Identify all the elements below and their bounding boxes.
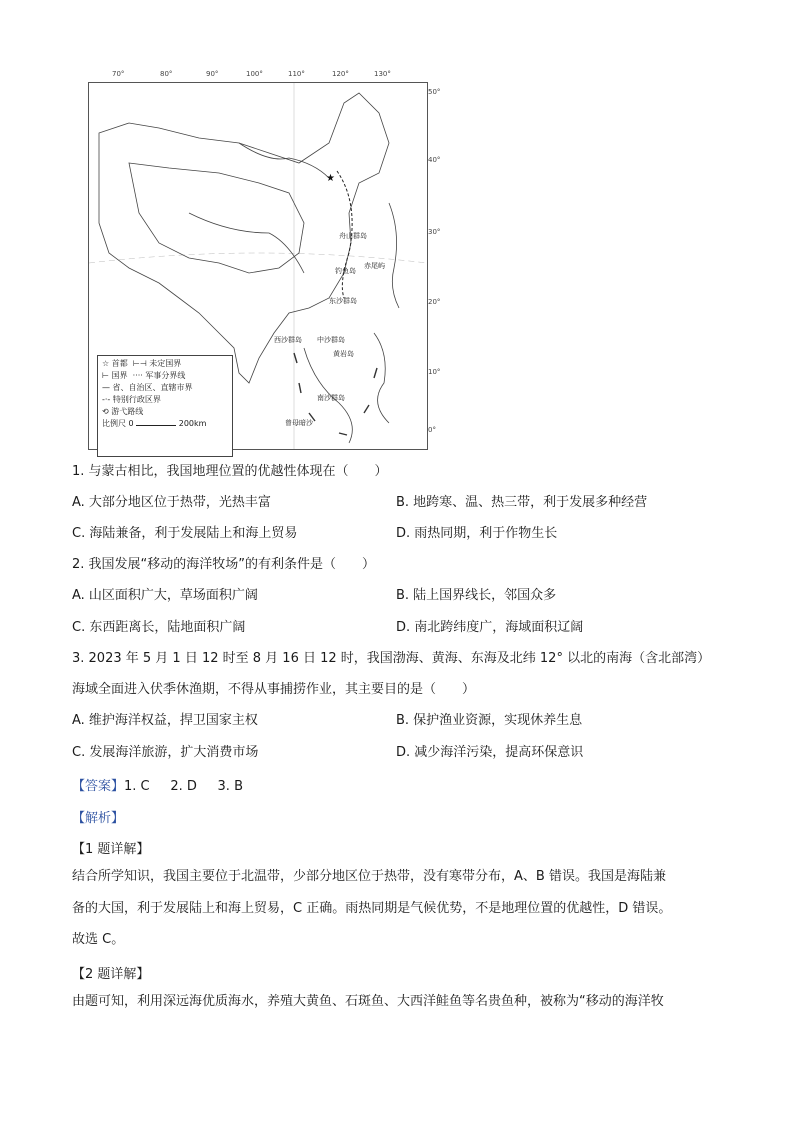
place-label: 舟山群岛 bbox=[339, 232, 367, 240]
lat-label: 30° bbox=[428, 228, 441, 236]
detail-1-line1: 结合所学知识，我国主要位于北温带，少部分地区位于热带，没有寒带分布，A、B 错误。我国是海陆兼 bbox=[72, 869, 666, 884]
q1-option-c: C. 海陆兼备，利于发展陆上和海上贸易 bbox=[72, 526, 298, 541]
answer-3: 3. B bbox=[217, 779, 243, 794]
detail-1-line3: 故选 C。 bbox=[72, 932, 125, 947]
place-label: 钓鱼岛 bbox=[335, 267, 356, 275]
lon-label: 100° bbox=[246, 70, 263, 78]
lon-label: 80° bbox=[160, 70, 173, 78]
place-label: 黄岩岛 bbox=[333, 350, 354, 358]
place-label: 中沙群岛 bbox=[317, 336, 345, 344]
q3-option-a: A. 维护海洋权益，捍卫国家主权 bbox=[72, 713, 258, 728]
map-figure bbox=[88, 70, 443, 450]
lat-label: 10° bbox=[428, 368, 441, 376]
detail-1-line2: 备的大国，利于发展陆上和海上贸易，C 正确。雨热同期是气候优势，不是地理位置的优越性，D 错误。 bbox=[72, 901, 672, 916]
place-label: 西沙群岛 bbox=[274, 336, 302, 344]
q3-option-b: B. 保护渔业资源，实现休养生息 bbox=[396, 713, 583, 728]
q3-option-d: D. 减少海洋污染，提高环保意识 bbox=[396, 745, 584, 760]
svg-text:★: ★ bbox=[326, 173, 335, 184]
star-icon: ☆ bbox=[102, 359, 110, 368]
scale-bar bbox=[136, 425, 176, 426]
question-1-stem: 1. 与蒙古相比，我国地理位置的优越性体现在（ ） bbox=[72, 464, 388, 479]
sar-border-icon: -·- bbox=[102, 395, 111, 404]
place-label: 东沙群岛 bbox=[329, 297, 357, 305]
q3-option-c: C. 发展海洋旅游，扩大消费市场 bbox=[72, 745, 259, 760]
q2-option-d: D. 南北跨纬度广，海域面积辽阔 bbox=[396, 620, 584, 635]
undefined-border-icon: ⊢⊣ bbox=[132, 359, 147, 368]
q2-option-b: B. 陆上国界线长，邻国众多 bbox=[396, 588, 557, 603]
detail-2-line1: 由题可知，利用深远海优质海水，养殖大黄鱼、石斑鱼、大西洋鲑鱼等名贵鱼种，被称为“移动的海洋牧 bbox=[72, 994, 664, 1009]
route-icon: ⟲ bbox=[102, 407, 109, 416]
lon-label: 110° bbox=[288, 70, 305, 78]
province-border-icon: — bbox=[102, 383, 110, 392]
question-3-stem-line2: 海域全面进入伏季休渔期，不得从事捕捞作业，其主要目的是（ ） bbox=[72, 682, 476, 697]
place-label: 赤尾屿 bbox=[364, 262, 385, 270]
answer-line bbox=[72, 775, 243, 794]
q2-option-c: C. 东西距离长，陆地面积广阔 bbox=[72, 620, 246, 635]
analysis-label: 【解析】 bbox=[72, 811, 125, 826]
military-line-icon: ···· bbox=[132, 371, 143, 380]
answer-label: 【答案】 bbox=[72, 779, 125, 794]
map-legend: ☆ 首都 ⊢⊣ 未定国界 ⊢ 国界 ···· 军事分界线 — 省、自治区、直辖市界 -·- 特别行政区界 ⟲ 游弋路线 比例尺 0 200km bbox=[97, 355, 233, 457]
answer-2: 2. D bbox=[170, 779, 197, 794]
q2-option-a: A. 山区面积广大，草场面积广阔 bbox=[72, 588, 258, 603]
detail-1-title: 【1 题详解】 bbox=[72, 842, 150, 857]
q1-option-d: D. 雨热同期，利于作物生长 bbox=[396, 526, 558, 541]
lat-label: 20° bbox=[428, 298, 441, 306]
lat-label: 50° bbox=[428, 88, 441, 96]
q1-option-a: A. 大部分地区位于热带，光热丰富 bbox=[72, 495, 271, 510]
national-border-icon: ⊢ bbox=[102, 371, 109, 380]
lon-label: 70° bbox=[112, 70, 125, 78]
lon-label: 130° bbox=[374, 70, 391, 78]
lon-label: 90° bbox=[206, 70, 219, 78]
lat-label: 0° bbox=[428, 426, 436, 434]
question-3-stem-line1: 3. 2023 年 5 月 1 日 12 时至 8 月 16 日 12 时，我国渤海、黄海、东海及北纬 12° 以北的南海（含北部湾） bbox=[72, 651, 711, 666]
lat-label: 40° bbox=[428, 156, 441, 164]
map-frame bbox=[88, 82, 428, 450]
place-label: 曾母暗沙 bbox=[285, 419, 313, 427]
answer-1: 1. C bbox=[124, 779, 150, 794]
lon-label: 120° bbox=[332, 70, 349, 78]
question-2-stem: 2. 我国发展“移动的海洋牧场”的有利条件是（ ） bbox=[72, 557, 376, 572]
place-label: 南沙群岛 bbox=[317, 394, 345, 402]
detail-2-title: 【2 题详解】 bbox=[72, 967, 150, 982]
q1-option-b: B. 地跨寒、温、热三带，利于发展多种经营 bbox=[396, 495, 648, 510]
